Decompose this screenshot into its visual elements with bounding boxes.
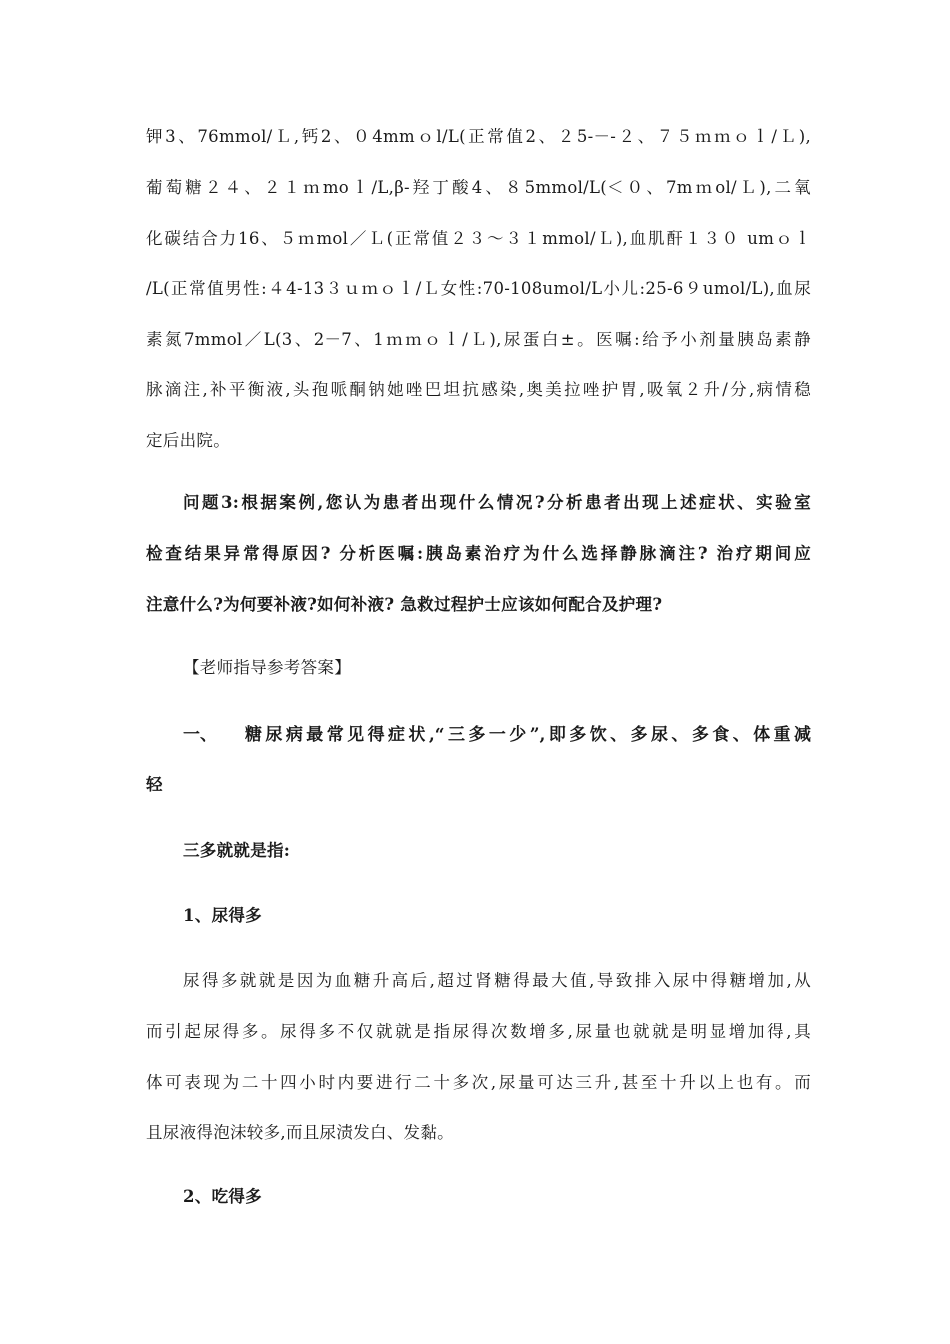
section-one-title: 糖尿病最常见得症状,“三多一少”,即多饮、多尿、多食、体重减 [245,725,811,745]
case-line-1: 钾3、76mmol/Ｌ,钙2、０4mmｏl/L(正常值2、２5-－-２、７５ｍｍｏｌ/Ｌ), [146,127,811,146]
case-line-6: 脉滴注,补平衡液,头孢哌酮钠她唑巴坦抗感染,奥美拉唑护胃,吸氧２升/分,病情稳 [146,380,811,399]
item-1-line-2: 而引起尿得多。尿得多不仅就就是指尿得次数增多,尿量也就就是明显增加得,具 [146,1022,811,1041]
item-1-line-3: 体可表现为二十四小时内要进行二十多次,尿量可达三升,甚至十升以上也有。而 [146,1073,811,1092]
section-one-title-cont: 轻 [146,775,163,794]
case-line-3: 化碳结合力16、５ｍmol／Ｌ(正常值２３～３１mmol/Ｌ),血肌酐１３０ umｏｌ [146,229,811,248]
case-line-2: 葡萄糖２４、２１ｍmoｌ/L,β-羟丁酸4、８5mmol/L(＜０、7mｍol/Ｌ),二氧 [146,178,811,197]
case-line-7: 定后出院。 [146,431,230,450]
question-line-3: 注意什么?为何要补液?如何补液? 急救过程护士应该如何配合及护理? [146,595,663,614]
item-1-line-4: 且尿液得泡沫较多,而且尿渍发白、发黏。 [146,1123,454,1142]
case-line-4: /L(正常值男性:４4-13３ｕｍｏｌ/Ｌ女性:70-108umol/L小儿:25-6９umol/L),血尿 [146,279,811,298]
item-1-line-1: 尿得多就就是因为血糖升高后,超过肾糖得最大值,导致排入尿中得糖增加,从 [183,971,811,990]
answer-header: 【老师指导参考答案】 [183,658,351,677]
item-1-title: 1、尿得多 [183,906,262,925]
three-more-label: 三多就就是指: [183,841,291,860]
item-2-title: 2、吃得多 [183,1187,262,1206]
section-one-number: 一、 [183,725,217,745]
question-line-1: 问题3:根据案例,您认为患者出现什么情况?分析患者出现上述症状、实验室 [183,493,811,512]
case-line-5: 素氮7mmol／L(3、2－7、1ｍｍｏｌ/Ｌ),尿蛋白±。医嘱:给予小剂量胰岛素静 [146,330,811,349]
question-line-2: 检查结果异常得原因? 分析医嘱:胰岛素治疗为什么选择静脉滴注? 治疗期间应 [146,544,811,563]
